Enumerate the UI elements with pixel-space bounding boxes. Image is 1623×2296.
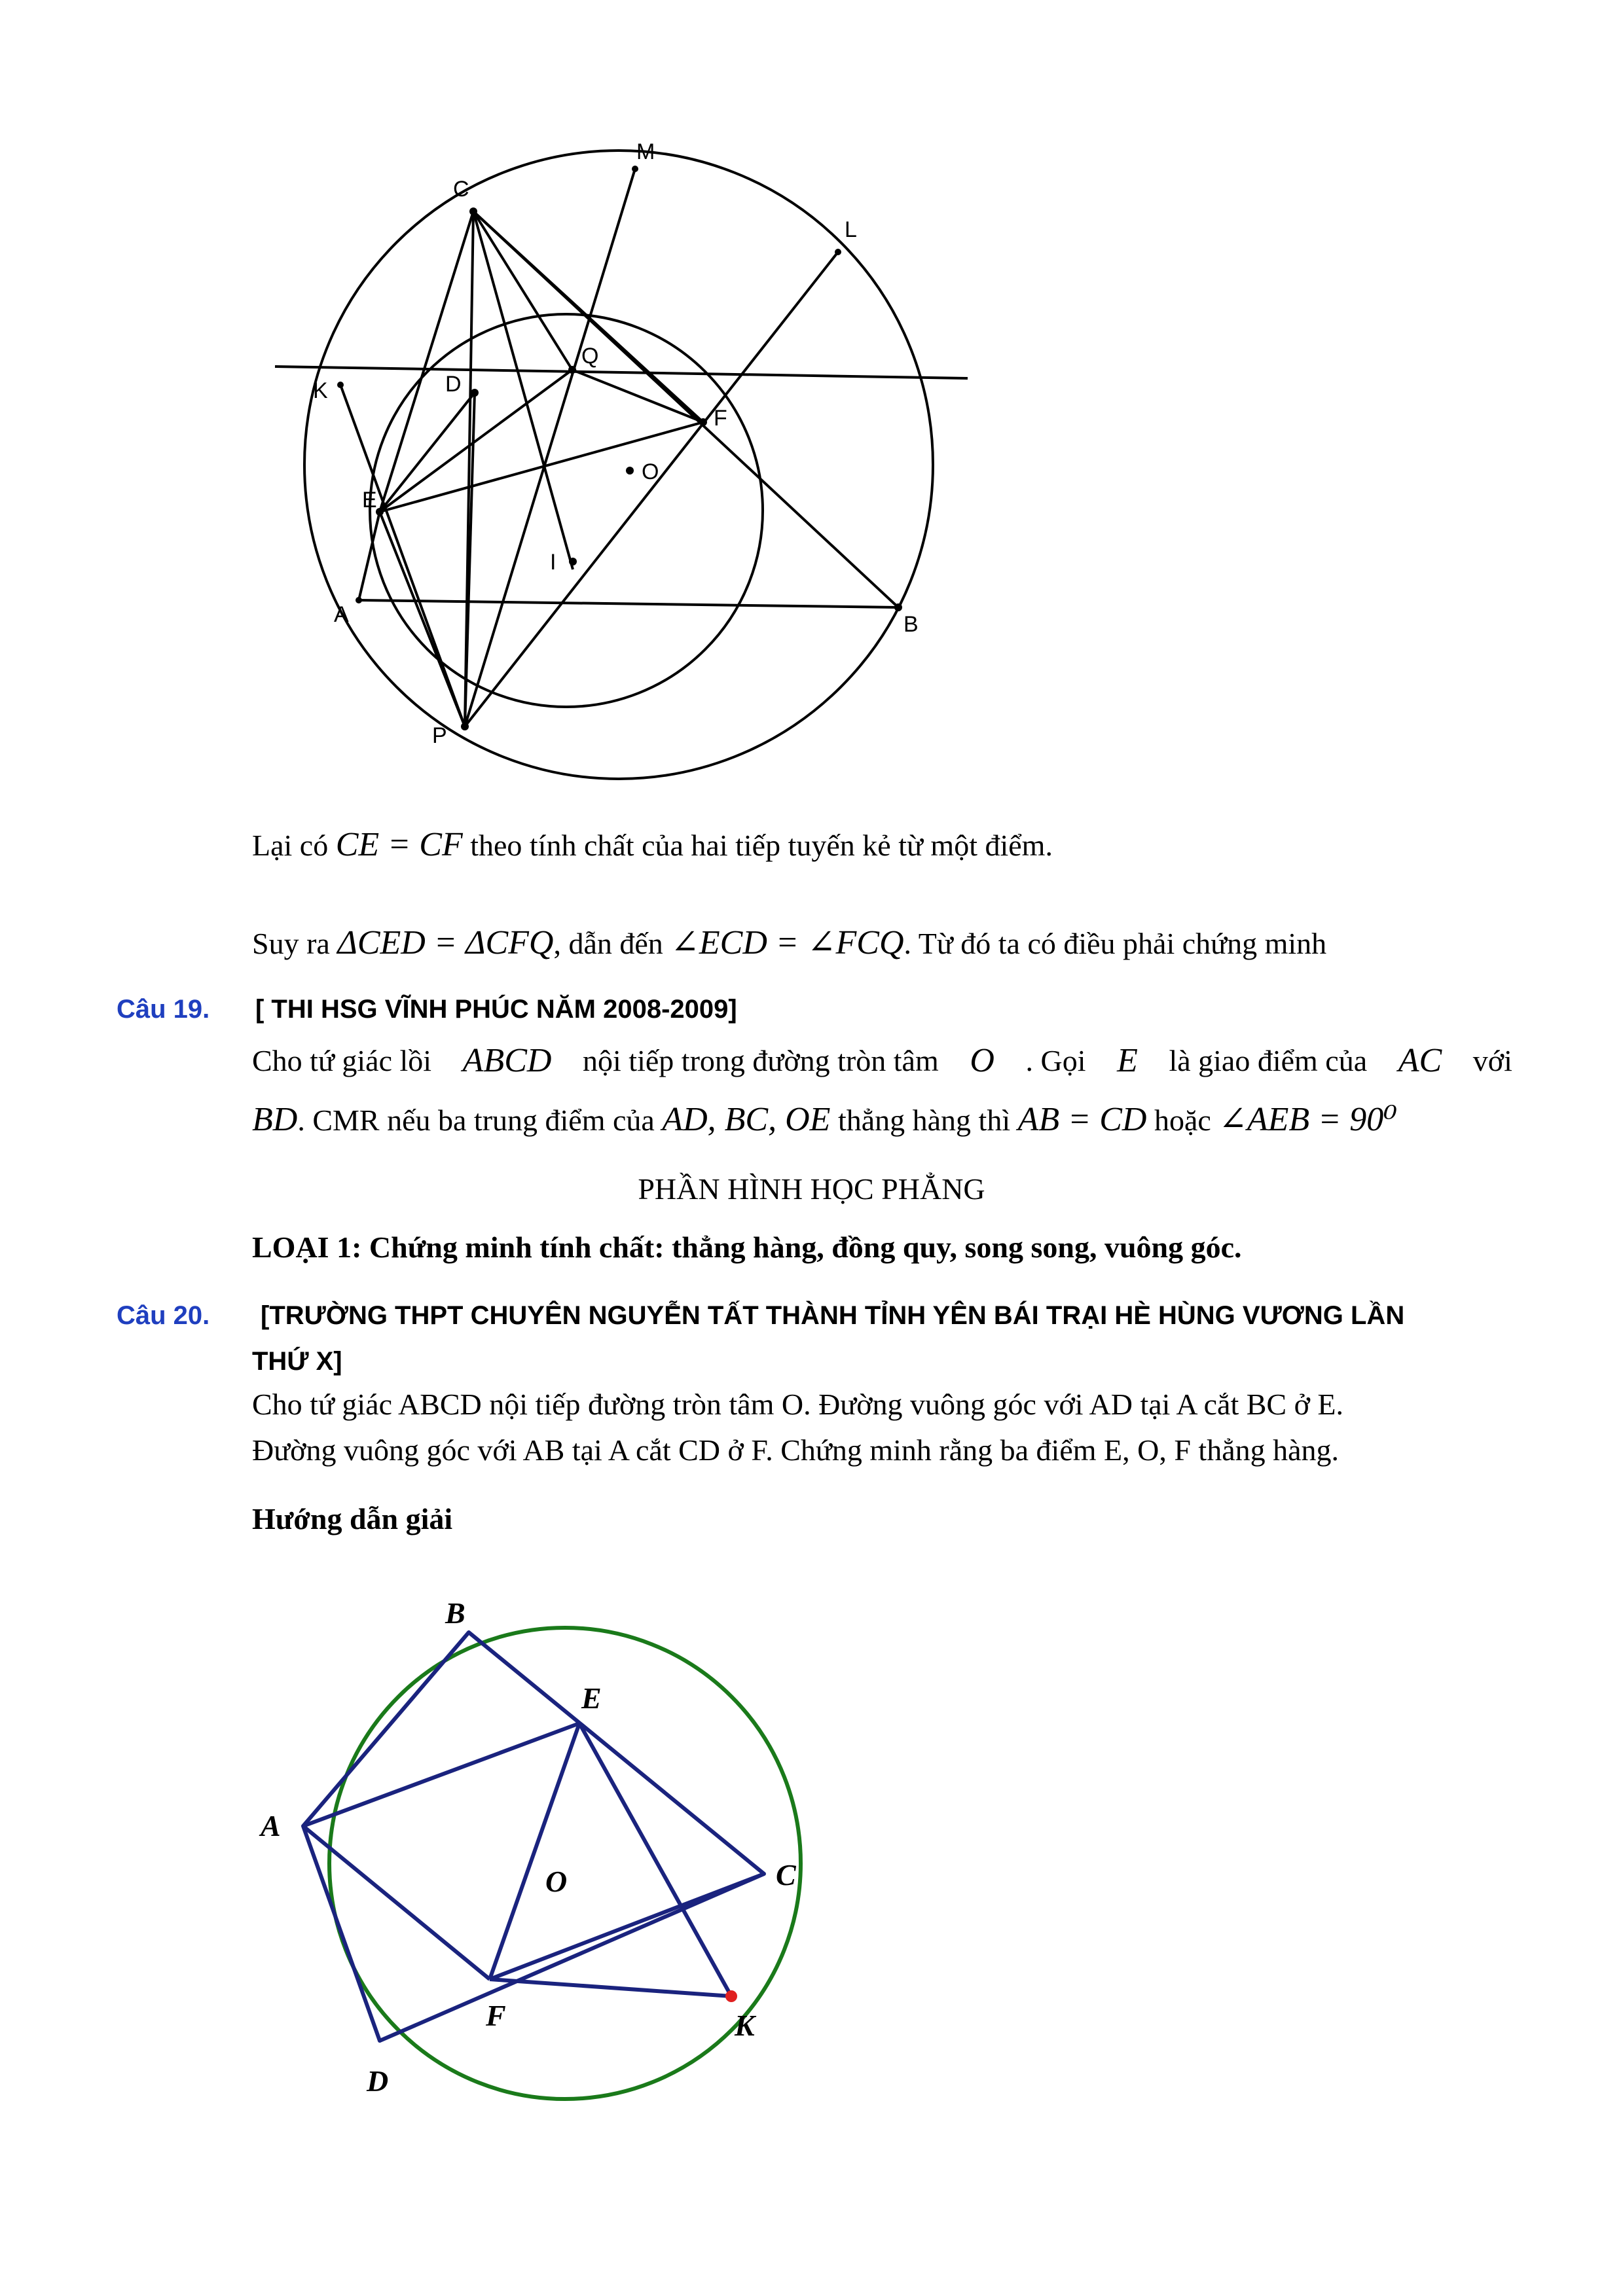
math-expression: BD xyxy=(252,1101,298,1138)
label-O: O xyxy=(642,459,659,484)
math-expression: CE = CF xyxy=(335,826,463,863)
label-A: A xyxy=(334,602,349,627)
label-I: I xyxy=(550,550,556,575)
math-expression: AC xyxy=(1398,1042,1442,1079)
label-F: F xyxy=(486,1999,506,2032)
text-segment: , dẫn đến xyxy=(553,927,663,960)
label-D: D xyxy=(445,372,462,397)
question-20-source-line-2: THỨ X] xyxy=(252,1347,342,1376)
text-segment: thẳng hàng thì xyxy=(837,1103,1011,1137)
text-segment: nội tiếp trong đường tròn tâm xyxy=(583,1044,939,1077)
math-expression: ∠AEB = 90⁰ xyxy=(1218,1101,1398,1138)
text-segment: theo tính chất của hai tiếp tuyến kẻ từ một điểm. xyxy=(470,829,1053,862)
proof-line-1 xyxy=(252,825,1509,866)
label-C: C xyxy=(453,177,469,202)
math-expression: ΔCED = ΔCFQ xyxy=(337,924,554,961)
label-L: L xyxy=(845,217,857,242)
math-expression: AD, BC, OE xyxy=(662,1101,831,1138)
question-20-body-2: Đường vuông góc với AB tại A cắt CD ở F. Chứng minh rằng ba điểm E, O, F thẳng hàng. xyxy=(252,1433,1340,1467)
text-segment: là giao điểm của xyxy=(1169,1044,1368,1077)
label-P: P xyxy=(432,723,447,748)
question-19-line-1 xyxy=(252,1041,1512,1081)
geometry-figure-2 xyxy=(249,1571,838,2121)
label-O: O xyxy=(545,1865,568,1898)
label-A: A xyxy=(261,1809,281,1842)
question-20-number: Câu 20. xyxy=(117,1301,210,1330)
math-expression: O xyxy=(970,1042,994,1079)
math-expression: ∠ECD = ∠FCQ xyxy=(670,924,904,961)
label-K: K xyxy=(735,2009,755,2042)
label-E: E xyxy=(362,488,377,512)
label-E: E xyxy=(581,1681,602,1715)
question-20-source-line-1: [TRƯỜNG THPT CHUYÊN NGUYỄN TẤT THÀNH TỈNH YÊN BÁI TRẠI HÈ HÙNG VƯƠNG LẦN xyxy=(261,1301,1405,1330)
label-M: M xyxy=(636,139,655,164)
section-title: PHẦN HÌNH HỌC PHẲNG xyxy=(638,1172,985,1206)
math-expression: ABCD xyxy=(462,1042,552,1079)
geometry-figure-1 xyxy=(0,0,1623,785)
guide-heading: Hướng dẫn giải xyxy=(252,1502,453,1535)
label-B: B xyxy=(445,1596,465,1630)
text-segment: Cho tứ giác lồi xyxy=(252,1044,432,1077)
label-D: D xyxy=(367,2064,389,2098)
text-segment: . Từ đó ta có điều phải chứng minh xyxy=(903,927,1327,960)
question-19-number: Câu 19. xyxy=(117,995,210,1024)
text-segment: Suy ra xyxy=(252,927,330,960)
question-19-line-2 xyxy=(252,1100,1509,1141)
text-segment: hoặc xyxy=(1154,1103,1211,1137)
text-segment: với xyxy=(1472,1044,1512,1077)
label-F: F xyxy=(714,406,727,431)
section-subtitle: LOẠI 1: Chứng minh tính chất: thẳng hàng, đồng quy, song song, vuông góc. xyxy=(252,1230,1242,1264)
label-Q: Q xyxy=(581,344,599,368)
question-20-body-1: Cho tứ giác ABCD nội tiếp đường tròn tâm O. Đường vuông góc với AD tại A cắt BC ở E. xyxy=(252,1388,1344,1421)
proof-line-2 xyxy=(252,923,1509,964)
text-segment: . CMR nếu ba trung điểm của xyxy=(297,1103,655,1137)
label-B: B xyxy=(903,612,919,637)
question-19-source: [ THI HSG VĨNH PHÚC NĂM 2008-2009] xyxy=(255,995,737,1024)
math-expression: AB = CD xyxy=(1017,1101,1147,1138)
label-K: K xyxy=(313,378,328,403)
text-segment: Lại có xyxy=(252,829,329,862)
label-C: C xyxy=(776,1858,796,1892)
text-segment: . Gọi xyxy=(1025,1044,1086,1077)
math-expression: E xyxy=(1117,1042,1138,1079)
